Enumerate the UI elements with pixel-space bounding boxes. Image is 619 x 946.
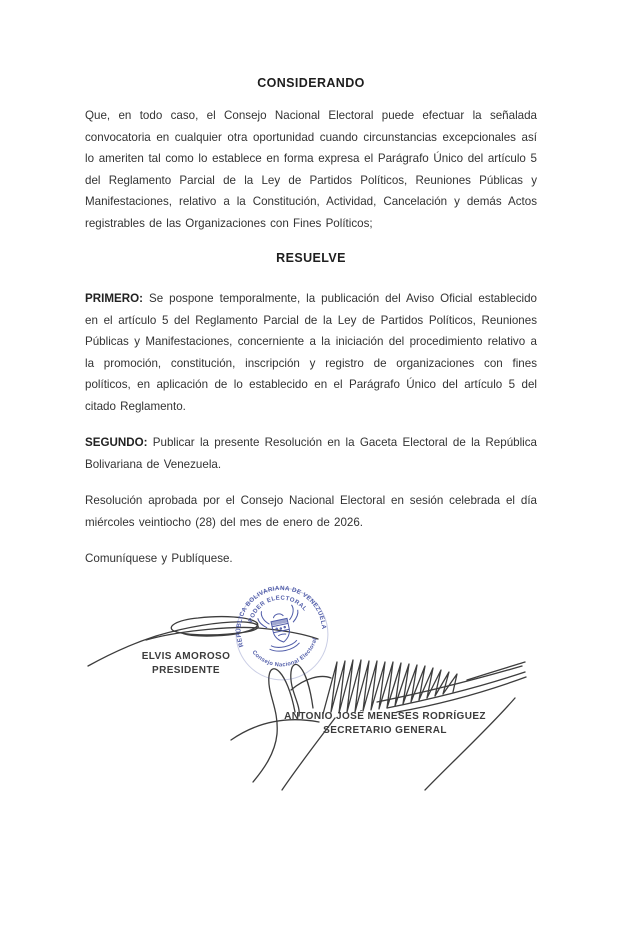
segundo-label: SEGUNDO:	[85, 436, 148, 449]
svg-text:Consejo Nacional Electoral	[250, 636, 323, 675]
primero-label: PRIMERO:	[85, 292, 143, 305]
president-title: PRESIDENTE	[152, 665, 220, 676]
cne-seal-stamp	[222, 574, 343, 695]
president-signature-icon	[86, 606, 321, 670]
president-name-block	[118, 650, 254, 678]
resuelve-heading: RESUELVE	[276, 251, 346, 265]
seal-bottom-text: Consejo Nacional Electoral	[250, 637, 319, 669]
segundo-paragraph	[85, 432, 537, 475]
considerando-paragraph: Que, en todo caso, el Consejo Nacional Electoral puede efectuar la señalada convocatoria en cualquier otra oportunidad cuando circunstancias excepcionales así lo ameriten tal como lo establece en forma expresa el Parágrafo Único del artículo 5 del Reglamento Parcial de la Ley de Partidos Políticos, Reuniones Públicas y Manifestaciones, relativo a la Constitución, Actividad, Cancelación y demás Actos registrables de las Organizaciones con Fines Políticos;	[85, 109, 537, 230]
primero-text: Se pospone temporalmente, la publicación del Aviso Oficial establecido en el artículo 5 del Reglamento Parcial de la Ley de Partidos Políticos, Reuniones Públicas y Manifestaciones, concerniente a la iniciación del procedimiento relativo a la promoción, constitución, inscripción y registro de organizaciones con fines políticos, en aplicación de lo establecido en el Parágrafo Único del artículo 5 del citado Reglamento.	[85, 292, 537, 413]
seal-mid-text: PODER ELECTORAL	[248, 595, 308, 624]
secretary-name-block	[270, 710, 500, 738]
svg-text:REPÚBLICA BOLIVARIANA DE VENEZ	[227, 576, 328, 648]
secretary-title: SECRETARIO GENERAL	[323, 725, 447, 736]
secretary-name: ANTONIO JOSÉ MENESES RODRÍGUEZ	[284, 711, 486, 722]
primero-paragraph	[85, 288, 537, 417]
seal-outer-text: REPÚBLICA BOLIVARIANA DE VENEZUELA	[235, 584, 328, 648]
coat-of-arms-icon	[257, 604, 306, 655]
segundo-text: Publicar la presente Resolución en la Gaceta Electoral de la República Bolivariana de Venezuela.	[85, 436, 537, 471]
svg-text:PODER ELECTORAL	[244, 590, 308, 624]
seal-ring	[228, 580, 337, 689]
closing-paragraph: Comuníquese y Publíquese.	[85, 552, 233, 565]
secretary-signature-icon	[227, 650, 529, 792]
considerando-heading: CONSIDERANDO	[257, 76, 365, 90]
approval-paragraph: Resolución aprobada por el Consejo Nacional Electoral en sesión celebrada el día miércoles veintiocho (28) del mes de enero de 2026.	[85, 494, 537, 529]
president-name: ELVIS AMOROSO	[141, 651, 231, 662]
